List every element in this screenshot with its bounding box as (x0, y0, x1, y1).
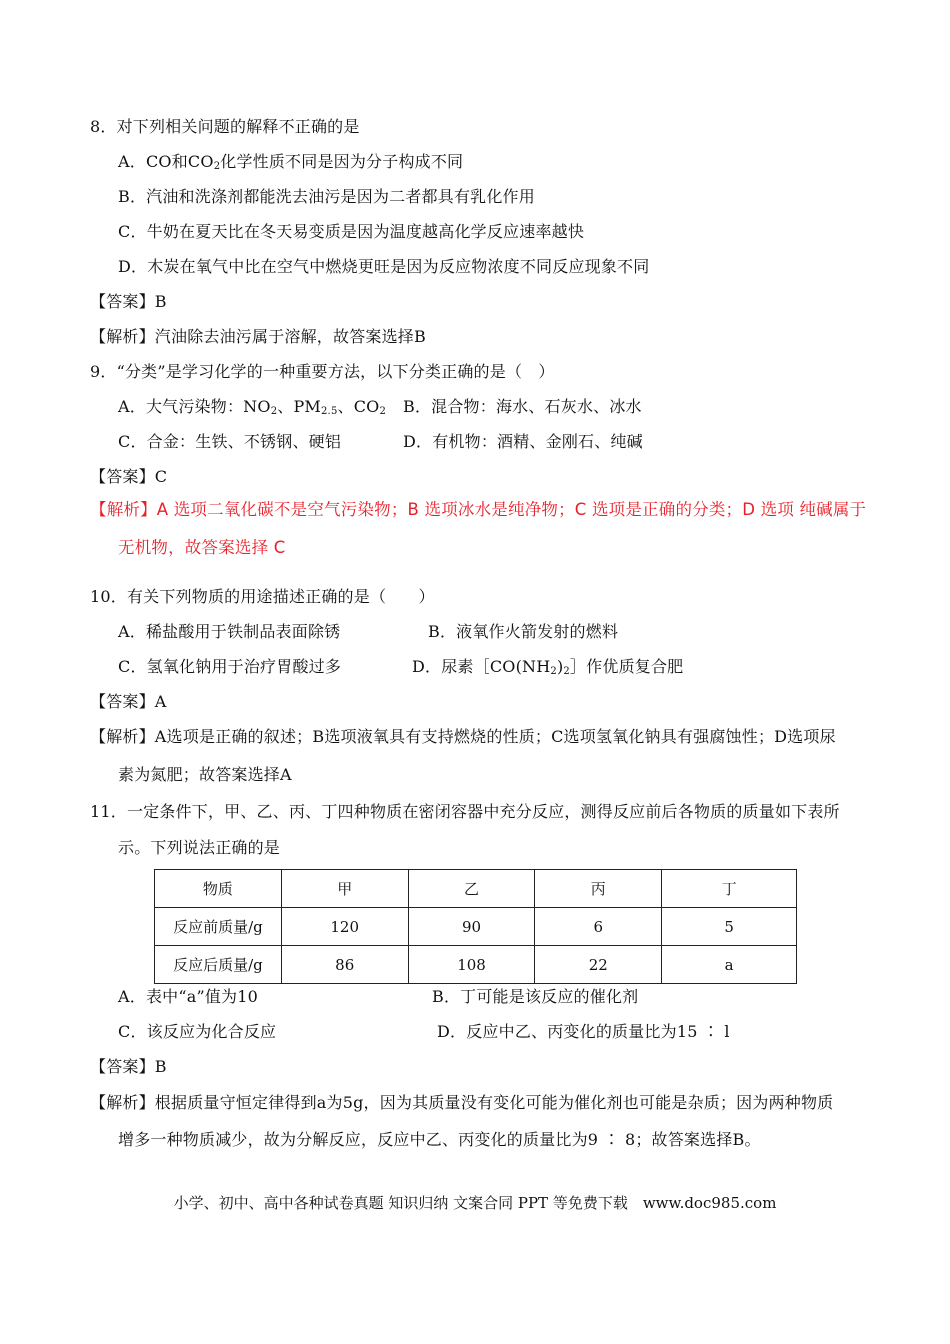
table-header-row (155, 870, 797, 908)
table-cell: 甲 (281, 870, 408, 908)
q11-analysis-line1: 【解析】根据质量守恒定律得到a为5g，因为其质量没有变化可能为催化剂也可能是杂质；因为两种物质 (90, 1093, 834, 1112)
q8-option-b: B．汽油和洗涤剂都能洗去油污是因为二者都具有乳化作用 (118, 187, 535, 206)
table-cell: 6 (535, 908, 662, 946)
table-cell: 120 (281, 908, 408, 946)
q10-option-d: D．尿素$[CO(NH_2)_2]$作优质复合肥 (412, 657, 684, 677)
q10-option-b: B．液氧作火箭发射的燃料 (428, 622, 619, 641)
q9-option-a: A．大气污染物：$NO_2$、$PM_{2.5}$、$CO_2$ (118, 397, 387, 417)
q11-analysis-line2: 增多一种物质减少，故为分解反应，反应中乙、丙变化的质量比为9 ∶ 8；故答案选择B。 (118, 1130, 761, 1149)
q11-stem-line2: 示。下列说法正确的是 (118, 838, 281, 857)
q9-stem: 9．“分类”是学习化学的一种重要方法，以下分类正确的是（ ） (90, 362, 555, 381)
q8-option-c: C．牛奶在夏天比在冬天易变质是因为温度越高化学反应速率越快 (118, 222, 585, 241)
q9-option-b: B．混合物：海水、石灰水、冰水 (403, 397, 642, 416)
q10-analysis-line1: 【解析】A选项是正确的叙述；B选项液氧具有支持燃烧的性质；C选项氢氧化钠具有强腐蚀性；D选项尿 (90, 727, 836, 746)
q10-stem: 10．有关下列物质的用途描述正确的是（ ） (90, 587, 435, 606)
q11-stem-line1: 11．一定条件下，甲、乙、丙、丁四种物质在密闭容器中充分反应，测得反应前后各物质的质量如下表所 (90, 802, 840, 821)
q11-option-c: C．该反应为化合反应 (118, 1022, 277, 1041)
table-cell: 丙 (535, 870, 662, 908)
q8-analysis: 【解析】汽油除去油污属于溶解，故答案选择B (90, 327, 426, 346)
table-cell: 丁 (662, 870, 797, 908)
table-row (155, 908, 797, 946)
table-cell: 反应前质量/g (155, 908, 282, 946)
table-cell: 90 (408, 908, 535, 946)
table-row (155, 946, 797, 984)
q11-answer: 【答案】B (90, 1057, 167, 1076)
mass-table (154, 869, 797, 984)
q8-answer: 【答案】B (90, 292, 167, 311)
q10-option-a: A．稀盐酸用于铁制品表面除锈 (118, 622, 341, 641)
q9-answer: 【答案】C (90, 467, 168, 486)
q9-analysis-line2: 无机物，故答案选择 C (118, 538, 286, 557)
table-cell: 86 (281, 946, 408, 984)
q8-option-d: D．木炭在氧气中比在空气中燃烧更旺是因为反应物浓度不同反应现象不同 (118, 257, 650, 276)
q9-option-d: D．有机物：酒精、金刚石、纯碱 (403, 432, 643, 451)
table-cell: a (662, 946, 797, 984)
q8-stem: 8．对下列相关问题的解释不正确的是 (90, 117, 360, 136)
q10-answer: 【答案】A (90, 692, 167, 711)
table-cell: 反应后质量/g (155, 946, 282, 984)
q11-option-b: B．丁可能是该反应的催化剂 (432, 987, 639, 1006)
table-cell: 108 (408, 946, 535, 984)
table-cell: 22 (535, 946, 662, 984)
q11-option-d: D．反应中乙、丙变化的质量比为15 ∶ l (437, 1022, 730, 1041)
q8-option-a: A．CO和$CO_2$化学性质不同是因为分子构成不同 (118, 152, 464, 172)
q11-option-a: A．表中“a”值为10 (118, 987, 259, 1006)
q10-analysis-line2: 素为氮肥；故答案选择A (118, 765, 292, 784)
q9-analysis-line1: 【解析】A 选项二氧化碳不是空气污染物；B 选项冰水是纯净物；C 选项是正确的分类；D 选项 纯碱属于 (90, 500, 867, 519)
q9-option-c: C．合金：生铁、不锈钢、硬铝 (118, 432, 342, 451)
table-cell: 乙 (408, 870, 535, 908)
q10-option-c: C．氢氧化钠用于治疗胃酸过多 (118, 657, 342, 676)
table-cell: 5 (662, 908, 797, 946)
table-cell: 物质 (155, 870, 282, 908)
page-footer: 小学、初中、高中各种试卷真题 知识归纳 文案合同 PPT 等免费下载 www.doc985.com (173, 1194, 777, 1212)
